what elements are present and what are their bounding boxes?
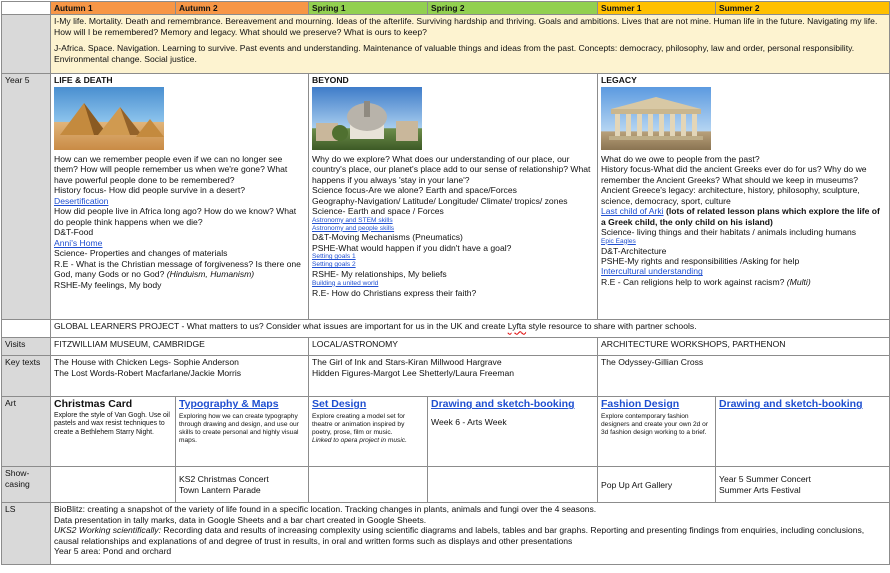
life-dt-food: D&T-Food bbox=[54, 227, 94, 238]
art-arts-week: Week 6 - Arts Week bbox=[431, 417, 507, 428]
ls-uks2-label: UKS2 Working scientifically: bbox=[54, 525, 161, 536]
art-autumn-1 bbox=[51, 397, 176, 467]
topic-beyond bbox=[309, 74, 598, 320]
link-last-child-of-arki[interactable]: Last child of Arki bbox=[601, 206, 664, 217]
header-summer-1: Summer 1 bbox=[598, 2, 716, 15]
link-intercultural-understanding[interactable]: Intercultural understanding bbox=[601, 266, 703, 277]
ls-data-presentation: Data presentation in tally marks, data in Google Sheets and a bar chart created in Google Sheets. bbox=[54, 514, 427, 525]
ls-year5-area: Year 5 area: Pond and orchard bbox=[54, 546, 172, 557]
art-autumn-2 bbox=[176, 397, 309, 467]
life-africa-question: How did people live in Africa long ago? How do we know? What do people think happens when we die? bbox=[54, 206, 297, 227]
link-building-united-world[interactable]: Building a united world bbox=[312, 279, 379, 287]
life-rshe: RSHE-My feelings, My body bbox=[54, 279, 162, 290]
showcase-christmas-concert: KS2 Christmas Concert bbox=[179, 474, 269, 485]
life-re-religions: (Hinduism, Humanism) bbox=[164, 269, 255, 280]
visits-label: Visits bbox=[2, 338, 51, 356]
topic-title-beyond: BEYOND bbox=[312, 75, 349, 86]
beyond-pshe: PSHE-What would happen if you didn't have a goal? bbox=[312, 242, 512, 253]
legacy-dt: D&T-Architecture bbox=[601, 245, 667, 256]
header-corner bbox=[2, 2, 51, 15]
intro-paragraph-1: I-My life. Mortality. Death and remembrance. Bereavement and mourning. Ideas of the afterlife. Surviving hardship and thriving. Goals and ambitions. Lives that are not mine. Human life in the future. Navigating my life. How will I be remembered? Memory and legacy. What should we preserve? What is ours to keep? bbox=[54, 16, 878, 37]
showcase-summer-concert: Year 5 Summer Concert bbox=[719, 474, 811, 485]
art-set-design-opera: Linked to opera project in music. bbox=[312, 436, 407, 444]
parthenon-photo bbox=[601, 87, 711, 150]
global-lyfta: Lyfta bbox=[507, 321, 527, 332]
key-text-autumn-2: The Lost Words-Robert Macfarlane/Jackie Morris bbox=[54, 367, 242, 378]
link-setting-goals-2[interactable]: Setting goals 2 bbox=[312, 261, 356, 269]
beyond-re: R.E- How do Christians express their faith? bbox=[312, 287, 477, 298]
key-text-spring-1: The Girl of Ink and Stars-Kiran Millwood Hargrave bbox=[312, 357, 502, 368]
observatory-photo bbox=[312, 87, 422, 150]
intro-cell bbox=[51, 15, 890, 74]
key-text-summer-1: The Odyssey-Gillian Cross bbox=[601, 357, 704, 368]
life-history-focus: History focus- How did people survive in a desert? bbox=[54, 185, 246, 196]
beyond-science: Science- Earth and space / Forces bbox=[312, 206, 444, 217]
link-fashion-design[interactable]: Fashion Design bbox=[601, 398, 680, 411]
pyramids-illustration bbox=[54, 87, 164, 150]
art-typography-desc: Exploring how we can create typography through drawing and design, and use our skills to create personal and highly visual maps. bbox=[179, 413, 299, 444]
link-annis-home[interactable]: Anni's Home bbox=[54, 237, 103, 248]
showcase-summer-1 bbox=[598, 467, 716, 503]
intro-row bbox=[2, 15, 890, 74]
visit-autumn: FITZWILLIAM MUSEUM, CAMBRIDGE bbox=[51, 338, 309, 356]
pyramids-photo bbox=[54, 87, 164, 150]
beyond-question: Why do we explore? What does our understanding of our place, our country's place, our planet's place add to our sense of relationship? What happens if you always 'stay in your lane'? bbox=[312, 153, 591, 185]
life-science: Science- Properties and changes of materials bbox=[54, 248, 228, 259]
legacy-arki-note: (lots of related lesson plans which explore the life of a Greek child, the only child on his island) bbox=[601, 206, 880, 227]
showcase-spring-1 bbox=[309, 467, 428, 503]
legacy-re bbox=[601, 277, 886, 287]
art-fashion-desc: Explore contemporary fashion designers and create your own 2d or 3d fashion design working to a brief. bbox=[601, 413, 709, 436]
art-row bbox=[2, 397, 890, 467]
header-autumn-1: Autumn 1 bbox=[51, 2, 176, 15]
ls-label: LS bbox=[2, 503, 51, 565]
ls-bioblitz: BioBlitz: creating a snapshot of the variety of life found in a specific location. Tracking changes in plants, animals and fungi over the 4 seasons. bbox=[54, 504, 597, 515]
global-learners-cell bbox=[51, 320, 890, 338]
legacy-re-text: R.E - Can religions help to work against racism? bbox=[601, 276, 785, 287]
art-christmas-card-desc: Explore the style of Van Gogh. Use oil pastels and wax resist techniques to create a Bethlehem Starry Night. bbox=[54, 412, 170, 436]
global-text-1: GLOBAL LEARNERS PROJECT - What matters to us? Consider what issues are important for us in the UK and create bbox=[54, 321, 508, 332]
showcase-pop-up-gallery: Pop Up Art Gallery bbox=[601, 479, 673, 490]
life-re bbox=[54, 259, 305, 280]
art-summer-2 bbox=[716, 397, 890, 467]
header-summer-2: Summer 2 bbox=[716, 2, 890, 15]
art-spring-2 bbox=[428, 397, 598, 467]
legacy-greece: Ancient Greece's legacy: architecture, history, philosophy, sculpture, science, democracy, sport, culture bbox=[601, 185, 860, 206]
legacy-history-focus: History focus-What did the ancient Greeks ever do for us? Why do we remember the Ancient Greeks? What should we keep in museums? bbox=[601, 164, 867, 185]
topic-title-life-death: LIFE & DEATH bbox=[54, 75, 113, 86]
header-autumn-2: Autumn 2 bbox=[176, 2, 309, 15]
showcase-arts-festival: Summer Arts Festival bbox=[719, 484, 801, 495]
link-epic-eagles[interactable]: Epic Eagles bbox=[601, 237, 636, 245]
ls-cell bbox=[51, 503, 890, 565]
link-astronomy-people[interactable]: Astronomy and people skills bbox=[312, 224, 395, 232]
showcase-summer-2 bbox=[716, 467, 890, 503]
legacy-pshe: PSHE-My rights and responsibilities /Asking for help bbox=[601, 256, 800, 266]
year-label: Year 5 bbox=[2, 74, 51, 320]
header-spring-2: Spring 2 bbox=[428, 2, 598, 15]
key-text-spring-2: Hidden Figures-Margot Lee Shetterly/Laura Freeman bbox=[312, 367, 515, 378]
beyond-science-focus: Science focus-Are we alone? Earth and space/Forces bbox=[312, 185, 517, 196]
year-5-row bbox=[2, 74, 890, 320]
key-texts-row bbox=[2, 356, 890, 397]
beyond-dt: D&T-Moving Mechanisms (Pneumatics) bbox=[312, 232, 463, 243]
life-question-1: How can we remember people even if we can no longer see them? How will people remember us when we're gone? What have powerful people done to be remembered? bbox=[54, 153, 288, 185]
header-spring-1: Spring 1 bbox=[309, 2, 428, 15]
global-text-2: style resource to share with partner schools. bbox=[526, 321, 697, 332]
visit-summer: ARCHITECTURE WORKSHOPS, PARTHENON bbox=[598, 338, 890, 356]
topic-legacy bbox=[598, 74, 890, 320]
art-christmas-card-title: Christmas Card bbox=[54, 398, 133, 411]
ls-working-scientifically bbox=[54, 525, 886, 546]
ls-row bbox=[2, 503, 890, 565]
legacy-arki bbox=[601, 206, 886, 227]
life-re-text: R.E - What is the Christian message of forgiveness? Is there one God, many Gods or no God? bbox=[54, 258, 301, 280]
ls-uks2-text: Recording data and results of increasing complexity using scientific diagrams and labels, tables and bar graphs. Reporting and presenting findings from enquiries, including conclusions, causal relationships and explanations of and degree of trust in results, in oral and written forms such as displays and other presentations bbox=[54, 525, 865, 546]
showcasing-row bbox=[2, 467, 890, 503]
showcase-spring-2 bbox=[428, 467, 598, 503]
parthenon-illustration bbox=[601, 87, 711, 150]
visits-row bbox=[2, 338, 890, 356]
intro-paragraph-2: J-Africa. Space. Navigation. Learning to survive. Past events and understanding. Maintenance of valuable things and ideas from the past. Concepts: democracy, philosophy, law and order, personal responsibility. Environmental change. Social justice. bbox=[54, 43, 855, 64]
link-setting-goals-1[interactable]: Setting goals 1 bbox=[312, 253, 356, 261]
key-texts-label: Key texts bbox=[2, 356, 51, 397]
key-texts-summer bbox=[598, 356, 890, 397]
art-spring-1 bbox=[309, 397, 428, 467]
art-set-design-desc: Explore creating a model set for theatre or animation inspired by poetry, prose, film or music. bbox=[312, 413, 406, 436]
key-texts-autumn bbox=[51, 356, 309, 397]
link-set-design[interactable]: Set Design bbox=[312, 398, 367, 411]
link-astronomy-stem[interactable]: Astronomy and STEM skills bbox=[312, 216, 393, 224]
global-learners-row bbox=[2, 320, 890, 338]
global-label-cell bbox=[2, 320, 51, 338]
showcase-autumn-1 bbox=[51, 467, 176, 503]
art-summer-1 bbox=[598, 397, 716, 467]
visit-spring: LOCAL/ASTRONOMY bbox=[309, 338, 598, 356]
link-drawing-sketch-booking-summer[interactable]: Drawing and sketch-booking bbox=[719, 398, 863, 411]
link-typography-maps[interactable]: Typography & Maps bbox=[179, 398, 279, 411]
showcase-autumn-2 bbox=[176, 467, 309, 503]
legacy-re-multi: (Multi) bbox=[784, 276, 811, 287]
beyond-rshe: RSHE- My relationships, My beliefs bbox=[312, 269, 447, 280]
topic-title-legacy: LEGACY bbox=[601, 75, 637, 86]
art-label: Art bbox=[2, 397, 51, 467]
observatory-illustration bbox=[312, 87, 422, 150]
link-desertification[interactable]: Desertification bbox=[54, 195, 109, 206]
link-drawing-sketch-booking-spring[interactable]: Drawing and sketch-booking bbox=[431, 398, 575, 411]
showcasing-label: Show-casing bbox=[2, 467, 51, 503]
showcase-lantern-parade: Town Lantern Parade bbox=[179, 484, 261, 495]
intro-label-cell bbox=[2, 15, 51, 74]
term-header-row bbox=[2, 2, 890, 15]
topic-life-death bbox=[51, 74, 309, 320]
key-text-autumn-1: The House with Chicken Legs- Sophie Anderson bbox=[54, 357, 239, 368]
curriculum-table bbox=[1, 1, 890, 565]
legacy-science: Science- living things and their habitats / animals including humans bbox=[601, 227, 857, 238]
key-texts-spring bbox=[309, 356, 598, 397]
legacy-question: What do we owe to people from the past? bbox=[601, 153, 760, 164]
beyond-geography: Geography-Navigation/ Latitude/ Longitude/ Climate/ tropics/ zones bbox=[312, 195, 568, 206]
